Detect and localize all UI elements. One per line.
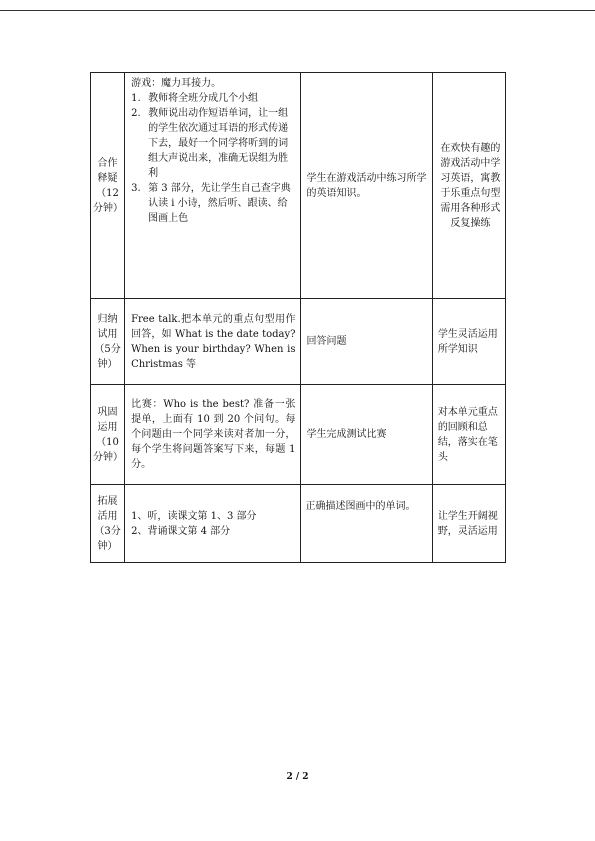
lesson-plan-table <box>90 72 506 563</box>
design-intent-cell <box>432 73 505 299</box>
step-text: 教师将全班分成几个小组 <box>148 93 259 104</box>
student-activity-cell <box>300 485 432 563</box>
student-activity-text: 学生在游戏活动中练习所学的英语知识。 <box>306 172 427 199</box>
activity-text: Free talk.把本单元的重点句型用作回答，如 What is the date today? When is your birthday? When is Christmas 等 <box>131 313 296 370</box>
student-activity-text: 学生完成测试比赛 <box>306 429 387 440</box>
table-row <box>91 385 506 485</box>
step-number: 2. <box>131 108 141 119</box>
design-intent-cell <box>432 299 505 385</box>
activity-line: 1、听，读课文第 1、3 部分 <box>131 510 257 522</box>
stage-label: 拓展活用（3分钟） <box>94 495 121 552</box>
design-intent-text: 对本单元重点的回顾和总结，落实在笔头 <box>437 406 498 463</box>
student-activity-cell <box>300 299 432 385</box>
stage-label: 合作释疑（12分钟） <box>93 157 123 214</box>
stage-label: 巩固运用（10分钟） <box>93 406 123 463</box>
design-intent-text: 让学生开阔视野，灵活运用 <box>437 510 498 537</box>
activity-cell <box>125 73 300 299</box>
activity-cell <box>125 385 300 485</box>
step-number: 1. <box>131 93 141 104</box>
activity-steps <box>131 91 295 226</box>
stage-cell <box>91 73 125 299</box>
activity-cell <box>125 299 300 385</box>
activity-text: 比赛：Who is the best? 准备一张提单，上面有 10 到 20 个问句。每个问题由一个同学来读对者加一分，每个学生将问题答案写下来，每题 1 分。 <box>131 399 296 470</box>
activity-line: 2、背诵课文第 4 部分 <box>131 525 231 537</box>
activity-intro: 游戏：魔力耳接力。 <box>131 78 222 89</box>
student-activity-text: 正确描述图画中的单词。 <box>305 501 416 512</box>
student-activity-text: 回答问题 <box>306 336 347 347</box>
step-text: 教师说出动作短语单词，让一组的学生依次通过耳语的形式传递下去，最好一个同学将听到的词组大声说出来，准确无误组为胜利 <box>148 108 289 179</box>
page-number: 2 / 2 <box>286 772 309 782</box>
table-row <box>91 73 506 299</box>
activity-cell <box>125 485 300 563</box>
design-intent-cell <box>432 385 505 485</box>
stage-cell <box>91 299 125 385</box>
student-activity-cell <box>300 385 432 485</box>
stage-cell <box>91 485 125 563</box>
list-item <box>131 106 295 181</box>
step-number: 3. <box>131 183 141 194</box>
stage-cell <box>91 385 125 485</box>
header-rule <box>0 10 595 11</box>
list-item <box>131 91 295 106</box>
stage-label: 归纳试用（5分钟） <box>94 313 121 370</box>
step-text: 第 3 部分，先让学生自己查字典认读 i 小诗，然后听、跟读、给图画上色 <box>148 183 291 224</box>
list-item <box>131 181 295 226</box>
student-activity-cell <box>300 73 432 299</box>
table-row <box>91 485 506 563</box>
design-intent-text: 在欢快有趣的游戏活动中学习英语，寓教于乐重点句型需用各种形式反复操练 <box>440 142 501 229</box>
table-row <box>91 299 506 385</box>
design-intent-text: 学生灵活运用所学知识 <box>437 328 498 355</box>
design-intent-cell <box>432 485 505 563</box>
